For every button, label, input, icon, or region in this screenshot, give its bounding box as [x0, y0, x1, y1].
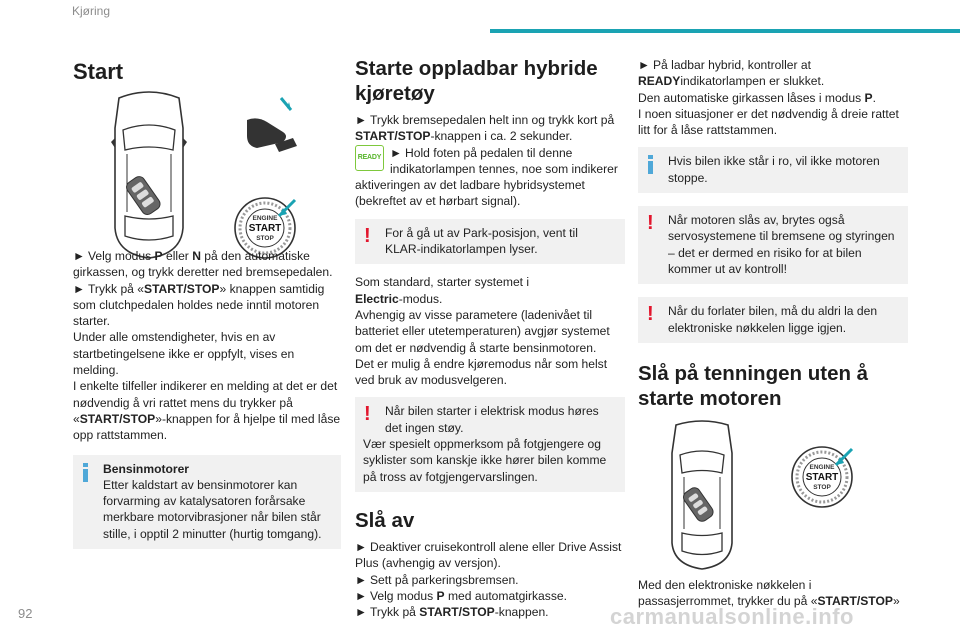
- step-press-stop: ► Trykk på START/STOP-knappen.: [355, 605, 549, 620]
- foot-on-pedal-icon: [247, 98, 297, 152]
- warning-servo: ! Når motoren slås av, brytes også servosystemene til bremsene og styringen – det er dermed en risiko for at bilen kommer ut av kontroll!: [638, 206, 908, 284]
- ignition-illustration: [662, 419, 872, 571]
- button-label-stop: STOP: [256, 235, 274, 242]
- car-top-view-icon: [111, 92, 187, 258]
- warning-silent: ! Når bilen starter i elektrisk modus høres det ingen støy. Vær spesielt oppmerksom på fotgjengere og syklister som kanskje ikke hører bilen komme på tross av fotgjengervarslingen.: [355, 397, 625, 491]
- engine-start-stop-button-icon: [792, 447, 852, 507]
- ready-indicator-icon: READY: [355, 145, 384, 171]
- info-icon: [647, 155, 655, 173]
- paragraph-steering: I enkelte tilfeller indikerer en melding at det er det nødvendig å vri rattet mens du trykker på «START/STOP»-knappen for å hjelpe til med låse opp rattstammen.: [73, 379, 341, 443]
- watermark: carmanualsonline.info: [610, 604, 854, 629]
- column-ignition: [638, 52, 908, 609]
- info-note-petrol: [73, 455, 341, 549]
- button-label-start: START: [805, 471, 839, 483]
- page-number: 92: [18, 606, 33, 621]
- step-check-ready: ► På ladbar hybrid, kontroller at READYindikatorlampen er slukket.: [638, 58, 825, 89]
- note-text: Etter kaldstart av bensinmotorer kan forvarming av katalysatoren forårsake merkbare motorvibrasjoner når bilen står stille, i opptil 2 minutter (hurtig tomgang).: [103, 477, 322, 541]
- step-press-start: ► Trykk på «START/STOP» knappen samtidig som clutchpedalen holdes nede inntil motoren starter.: [73, 281, 325, 329]
- heading-start: Start: [73, 59, 124, 84]
- warning-key: ! Når du forlater bilen, må du aldri la den elektroniske nøkkelen ligge igjen.: [638, 297, 908, 343]
- step-select-mode: ► Velg modus P eller N på den automatiske girkassen, og trykk deretter ned bremsepedalen.: [73, 249, 333, 280]
- heading-ignition-on: Slå på tenningen uten å starte motoren: [638, 361, 869, 410]
- heading-switch-off: Slå av: [355, 508, 415, 532]
- warning-icon: !: [647, 212, 654, 235]
- start-illustration: [97, 88, 327, 263]
- section-label: Kjøring: [72, 4, 111, 18]
- step-brake-start: ► Trykk bremsepedalen helt inn og trykk kort på START/STOP-knappen i ca. 2 sekunder.: [355, 113, 615, 144]
- ready-step: READY ► Hold foten på pedalen til denne indikatorlampen tennes, noe som indikerer aktiveringen av det ladbare hybridsystemet (bekreftet av et hørbart signal).: [355, 145, 618, 209]
- paragraph-gearbox-locked: Den automatiske girkassen låses i modus P.: [638, 90, 876, 105]
- warning-icon: !: [364, 224, 371, 247]
- paragraph-conditions: Under alle omstendigheter, hvis en av startbetingelsene ikke er oppfylt, vises en melding.: [73, 330, 295, 378]
- info-icon: [82, 463, 90, 481]
- step-cruise: ► Deaktiver cruisekontroll alene eller Drive Assist Plus (avhengig av versjon).: [355, 539, 622, 571]
- warning-park: ! For å gå ut av Park-posisjon, vent til KLAR-indikatorlampen lyser.: [355, 219, 625, 265]
- paragraph-parameters: Avhengig av visse parametere (ladenivået til batteriet eller utetemperaturen) avgjør systemet om det er nødvendig å starte bensinmotoren.: [355, 307, 610, 355]
- button-label-engine: ENGINE: [252, 215, 278, 222]
- heading-hybrid-start: Starte oppladbar hybride kjøretøy: [355, 57, 598, 105]
- button-label-stop: STOP: [813, 483, 831, 491]
- header-rule: [490, 29, 960, 33]
- column-hybrid: [355, 52, 625, 620]
- paragraph-mode-selector: Det er mulig å endre kjøremodus når som helst ved bruk av modusvelgeren.: [355, 356, 608, 388]
- step-parking-brake: ► Sett på parkeringsbremsen.: [355, 572, 519, 587]
- paragraph-steering-lock: I noen situasjoner er det nødvendig å dreie rattet litt for å låse rattstammen.: [638, 106, 899, 138]
- warning-icon: !: [364, 403, 371, 426]
- info-not-stationary: Hvis bilen ikke står i ro, vil ikke motoren stoppe.: [638, 147, 908, 193]
- paragraph-electric-mode: Som standard, starter systemet i Electric-modus.: [355, 275, 530, 306]
- paragraph-key-inside: Med den elektroniske nøkkelen i passasjerrommet, trykker du på «START/STOP»: [638, 577, 900, 609]
- warning-icon: !: [647, 303, 654, 326]
- note-title: Bensinmotorer: [103, 461, 190, 476]
- col1-body: [73, 248, 341, 549]
- button-label-start: START: [248, 223, 282, 234]
- button-label-engine: ENGINE: [809, 463, 835, 471]
- step-select-p: ► Velg modus P med automatgirkasse.: [355, 588, 567, 603]
